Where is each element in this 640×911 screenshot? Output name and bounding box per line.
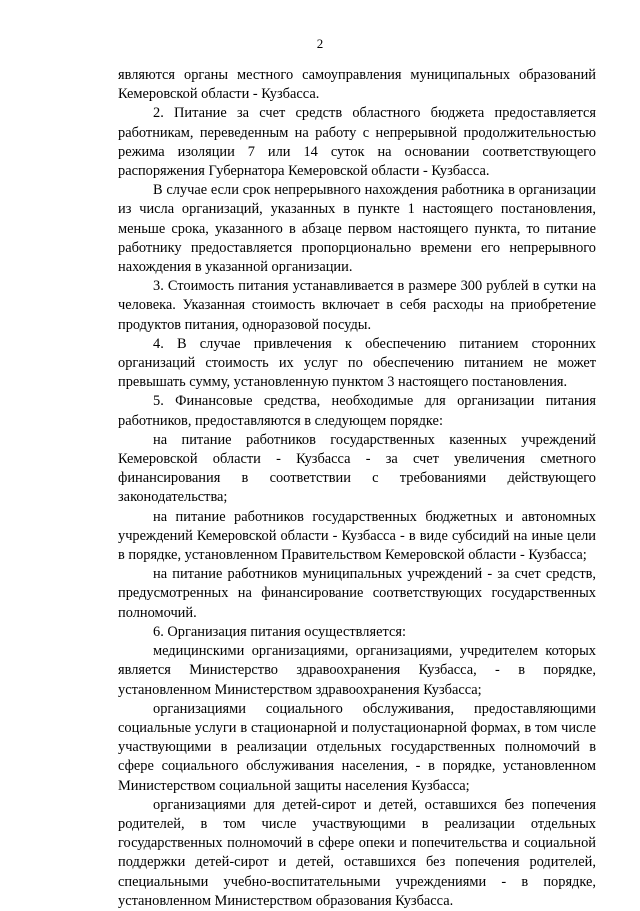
- paragraph-item-6-socialnye: организациями социального обслуживания, предоставляющими социальные услуги в стационарной и полустационарной формах, в том числе участвующими в реализации отдельных государственных полномочий в сфере социального обслуживания населения, - в порядке, установленном Министерством социальной защиты населения Кузбасса;: [118, 700, 596, 794]
- paragraph-continuation: являются органы местного самоуправления муниципальных образований Кемеровской области - Кузбасса.: [118, 67, 596, 103]
- page-number: 2: [316, 36, 324, 51]
- paragraph-item-5: 5. Финансовые средства, необходимые для организации питания работников, предоставляются в следующем порядке:: [118, 393, 596, 429]
- paragraph-item-5-municipalnye: на питание работников муниципальных учреждений - за счет средств, предусмотренных на финансирование соответствующих государственных полномочий.: [118, 566, 596, 621]
- paragraph-item-5-kazennye: на питание работников государственных казенных учреждений Кемеровской области - Кузбасса - за счет увеличения сметного финансирования в соответствии с требованиями действующего законодательства;: [118, 431, 596, 506]
- paragraph-item-2-note: В случае если срок непрерывного нахождения работника в организации из числа организаций, указанных в пункте 1 настоящего постановления, меньше срока, указанного в абзаце первом настоящего пункта, то питание работнику предоставляется пропорционально времени его непрерывного нахождения в указанной организации.: [118, 182, 596, 276]
- paragraph-item-2: 2. Питание за счет средств областного бюджета предоставляется работникам, переведенным на работу с непрерывной продолжительностью режима изоляции 7 или 14 суток на основании соответствующего распоряжения Губернатора Кемеровской области - Кузбасса.: [118, 105, 596, 180]
- paragraph-item-3: 3. Стоимость питания устанавливается в размере 300 рублей в сутки на человека. Указанная стоимость включает в себя расходы на приобретение продуктов питания, одноразовой посуды.: [118, 278, 596, 333]
- paragraph-item-4: 4. В случае привлечения к обеспечению питанием сторонних организаций стоимость их услуг по обеспечению питанием не может превышать сумму, установленную пунктом 3 настоящего постановления.: [118, 335, 596, 391]
- document-body: [118, 66, 596, 911]
- paragraph-item-6-medicinskie: медицинскими организациями, организациями, учредителем которых является Министерство здравоохранения Кузбасса, - в порядке, установленном Министерством здравоохранения Кузбасса;: [118, 643, 596, 698]
- paragraph-item-6: 6. Организация питания осуществляется:: [153, 623, 406, 640]
- paragraph-item-5-byudzhetnye: на питание работников государственных бюджетных и автономных учреждений Кемеровской области - Кузбасса - в виде субсидий на иные цели в порядке, установленном Правительством Кемеровской области - Кузбасса;: [118, 508, 596, 564]
- paragraph-item-6-deti-siroty: организациями для детей-сирот и детей, оставшихся без попечения родителей, в том числе участвующими в реализации отдельных государственных полномочий в сфере опеки и попечительства и социальной поддержки детей-сирот и детей, оставшихся без попечения родителей, специальными учебно-воспитательными учреждениями - в порядке, установленном Министерством образования Кузбасса.: [118, 796, 596, 909]
